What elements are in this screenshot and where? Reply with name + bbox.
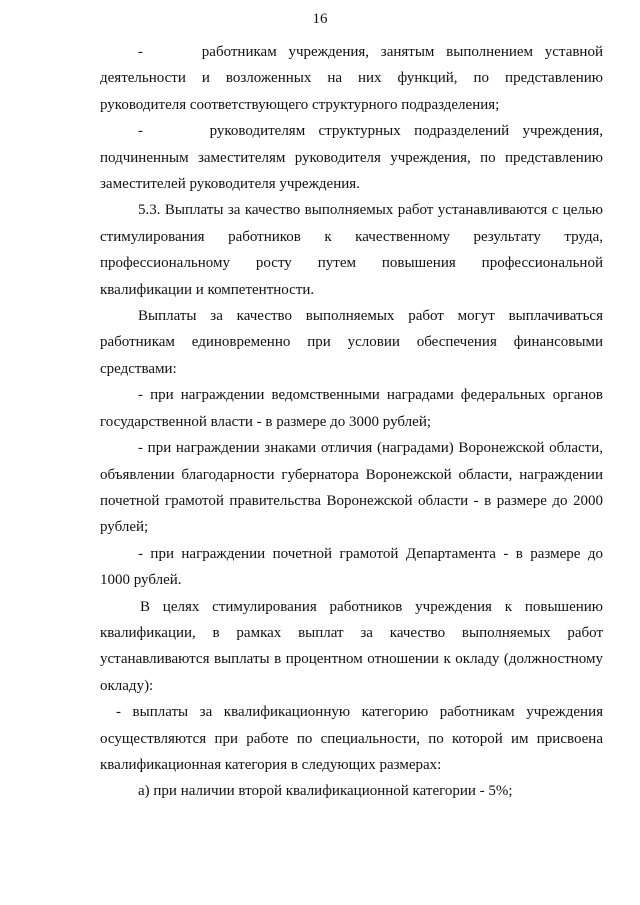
paragraph-list-item-department-certificate: - при награждении почетной грамотой Департамента - в размере до 1000 рублей.: [100, 545, 603, 589]
paragraph-list-item-regional-awards: - при награждении знаками отличия (наградами) Воронежской области, объявлении благодарности губернатора Воронежской области, награждении почетной грамотой правительства Воронежской области - в размере до 2000 рублей;: [100, 440, 603, 536]
paragraph-list-item-employees: - работникам учреждения, занятым выполнением уставной деятельности и возложенных на них функций, по представлению руководителя соответствующего структурного подразделения;: [100, 44, 603, 113]
paragraph-list-item-unit-heads: - руководителям структурных подразделений учреждения, подчиненным заместителям руководителя учреждения, по представлению заместителей руководителя учреждения.: [100, 123, 603, 193]
page-number: 16: [312, 11, 328, 27]
paragraph-section-5-3: 5.3. Выплаты за качество выполняемых работ устанавливаются с целью стимулирования работников к качественному результату труда, профессиональному росту путем повышения профессиональной квалификации и компетентности.: [100, 202, 603, 298]
paragraph-subitem-a-second-category: а) при наличии второй квалификационной категории - 5%;: [138, 783, 513, 800]
paragraph-qualification-incentives: В целях стимулирования работников учреждения к повышению квалификации, в рамках выплат за качество выполняемых работ устанавливаются выплаты в процентном отношении к окладу (должностному окладу):: [100, 598, 603, 694]
paragraph-list-item-qualification-category: - выплаты за квалификационную категорию работникам учреждения осуществляются при работе по специальности, по которой им присвоена квалификационная категория в следующих размерах:: [100, 704, 603, 773]
paragraph-list-item-federal-awards: - при награждении ведомственными наградами федеральных органов государственной власти - в размере до 3000 рублей;: [100, 387, 603, 430]
document-body: [100, 39, 603, 805]
paragraph-one-time-payments: Выплаты за качество выполняемых работ могут выплачиваться работникам единовременно при условии обеспечения финансовыми средствами:: [100, 308, 603, 377]
